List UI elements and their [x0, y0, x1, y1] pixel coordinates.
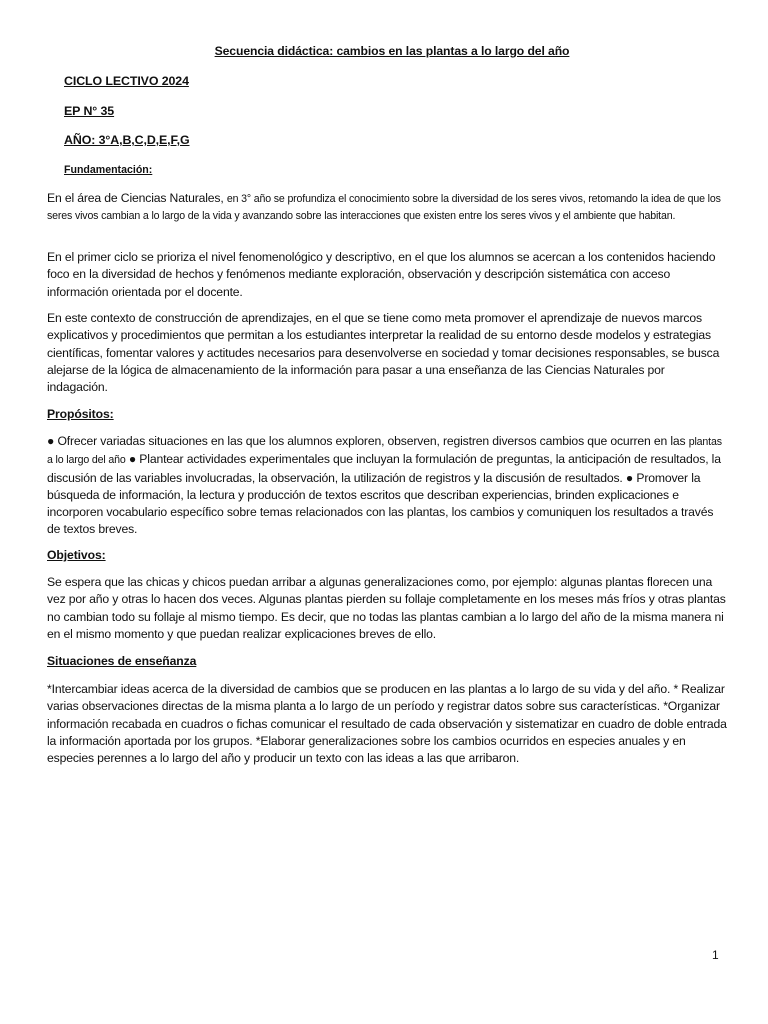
objetivos-paragraph: Se espera que las chicas y chicos puedan arribar a algunas generalizaciones como, por ejemplo: algunas plantas florecen una vez por año y otras lo hacen dos veces. Algunas plantas pierden su follaje completamente en los meses más fríos y otras plantas no cambian todo su follaje al mismo tiempo. Es decir, que no todas las plantas cambian a lo largo del año de la misma manera ni en el mismo momento y que puedan realizar explicaciones breves de ello.: [47, 575, 726, 641]
fundamentacion-lead: En el área de Ciencias Naturales,: [47, 191, 227, 205]
fundamentacion-paragraph-2: En el primer ciclo se prioriza el nivel fenomenológico y descriptivo, en el que los alumnos se acercan a los contenidos haciendo foco en la diversidad de hechos y fenómenos mediante exploración, observación y descripción sistemática con acceso información orientada por el docente.: [47, 250, 716, 299]
fundamentacion-paragraph-1: [47, 190, 727, 224]
school-year-line: CICLO LECTIVO 2024: [64, 74, 189, 88]
situaciones-heading: Situaciones de enseñanza: [47, 654, 197, 668]
propositos-paragraph: [47, 433, 727, 539]
objetivos-heading: Objetivos:: [47, 548, 106, 562]
fundamentacion-paragraph-3: En este contexto de construcción de aprendizajes, en el que se tiene como meta promover el aprendizaje de nuevos marcos explicativos y procedimientos que permitan a los estudiantes interpretar la realidad de su entorno desde modelos y estrategias científicas, fomentar valores y actitudes necesarios para desenvolverse en sociedad y tomar decisiones responsables, se busca alejarse de la lógica de almacenamiento de la información para pasar a una enseñanza de las Ciencias Naturales por indagación.: [47, 311, 720, 395]
propositos-heading: Propósitos:: [47, 407, 114, 421]
grade-line: AÑO: 3°A,B,C,D,E,F,G: [64, 133, 190, 147]
situaciones-paragraph: *Intercambiar ideas acerca de la diversidad de cambios que se producen en las plantas a lo largo de su vida y del año. * Realizar varias observaciones directas de la misma planta a lo largo de un período y registrar datos sobre sus características. *Organizar información recabada en cuadros o fichas comunicar el resultado de cada observación y sistematizar en cuadro de doble entrada la información aportada por los grupos. *Elaborar generalizaciones sobre los cambios ocurridos en especies anuales y en especies perennes a lo largo del año y producir un texto con las ideas a las que arribaron.: [47, 682, 727, 766]
propositos-part-a: ● Ofrecer variadas situaciones en las que los alumnos exploren, observen, registren diversos cambios que ocurren en las: [47, 434, 689, 448]
school-number-line: EP N° 35: [64, 104, 115, 118]
page-number: 1: [712, 948, 719, 962]
propositos-small-text: plantas a lo largo del año: [47, 436, 722, 467]
document-title: Secuencia didáctica: cambios en las plantas a lo largo del año: [214, 44, 570, 58]
fundamentacion-rest: en 3° año se profundiza el conocimiento sobre la diversidad de los seres vivos, retomando la idea de que los seres vivos cambian a lo largo de la vida y avanzando sobre las interacciones que existen entre los seres vivos y el ambiente que habitan.: [47, 193, 721, 222]
propositos-part-b: ● Plantear actividades experimentales que incluyan la formulación de preguntas, la anticipación de resultados, la discusión de las variables involucradas, la observación, la utilización de registros y la discusión de resultados. ● Promover la búsqueda de información, la lectura y producción de textos escritos que describan experiencias, brinden explicaciones e incorporen vocabulario específico sobre temas relacionados con las plantas, los cambios y comuniquen los resultados a través de textos breves.: [47, 452, 721, 537]
fundamentacion-heading: Fundamentación:: [64, 164, 153, 176]
